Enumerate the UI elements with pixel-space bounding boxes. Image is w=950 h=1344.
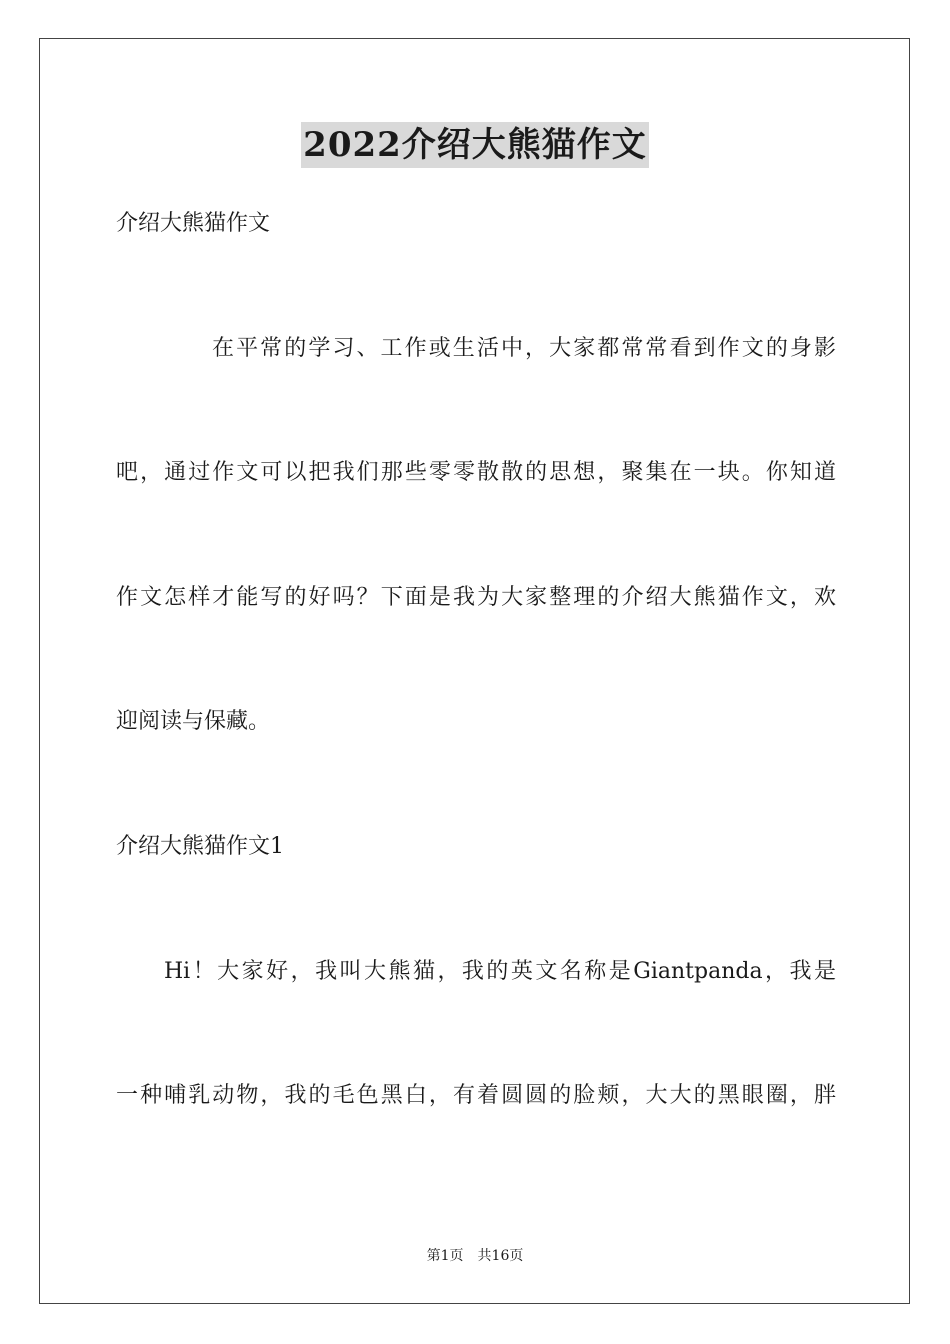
document-title: 2022介绍大熊猫作文 [301,122,649,168]
body-line-2: 一种哺乳动物，我的毛色黑白，有着圆圆的脸颊，大大的黑眼圈，胖 [116,1083,836,1108]
intro-line-2: 吧，通过作文可以把我们那些零零散散的思想，聚集在一块。你知道 [116,460,836,485]
intro-line-1: 在平常的学习、工作或生活中，大家都常常看到作文的身影 [212,336,836,361]
page-footer [0,1246,950,1266]
document-subtitle: 介绍大熊猫作文 [116,211,271,236]
page-number: 第1页 [426,1248,464,1264]
page-total: 共16页 [477,1248,524,1264]
intro-line-3: 作文怎样才能写的好吗？下面是我为大家整理的介绍大熊猫作文，欢 [116,585,836,610]
section-heading: 介绍大熊猫作文1 [116,834,284,859]
body-line-1: Hi！大家好，我叫大熊猫，我的英文名称是Giantpanda，我是 [164,959,836,984]
title-container [0,122,950,168]
intro-line-4: 迎阅读与保藏。 [116,709,271,734]
